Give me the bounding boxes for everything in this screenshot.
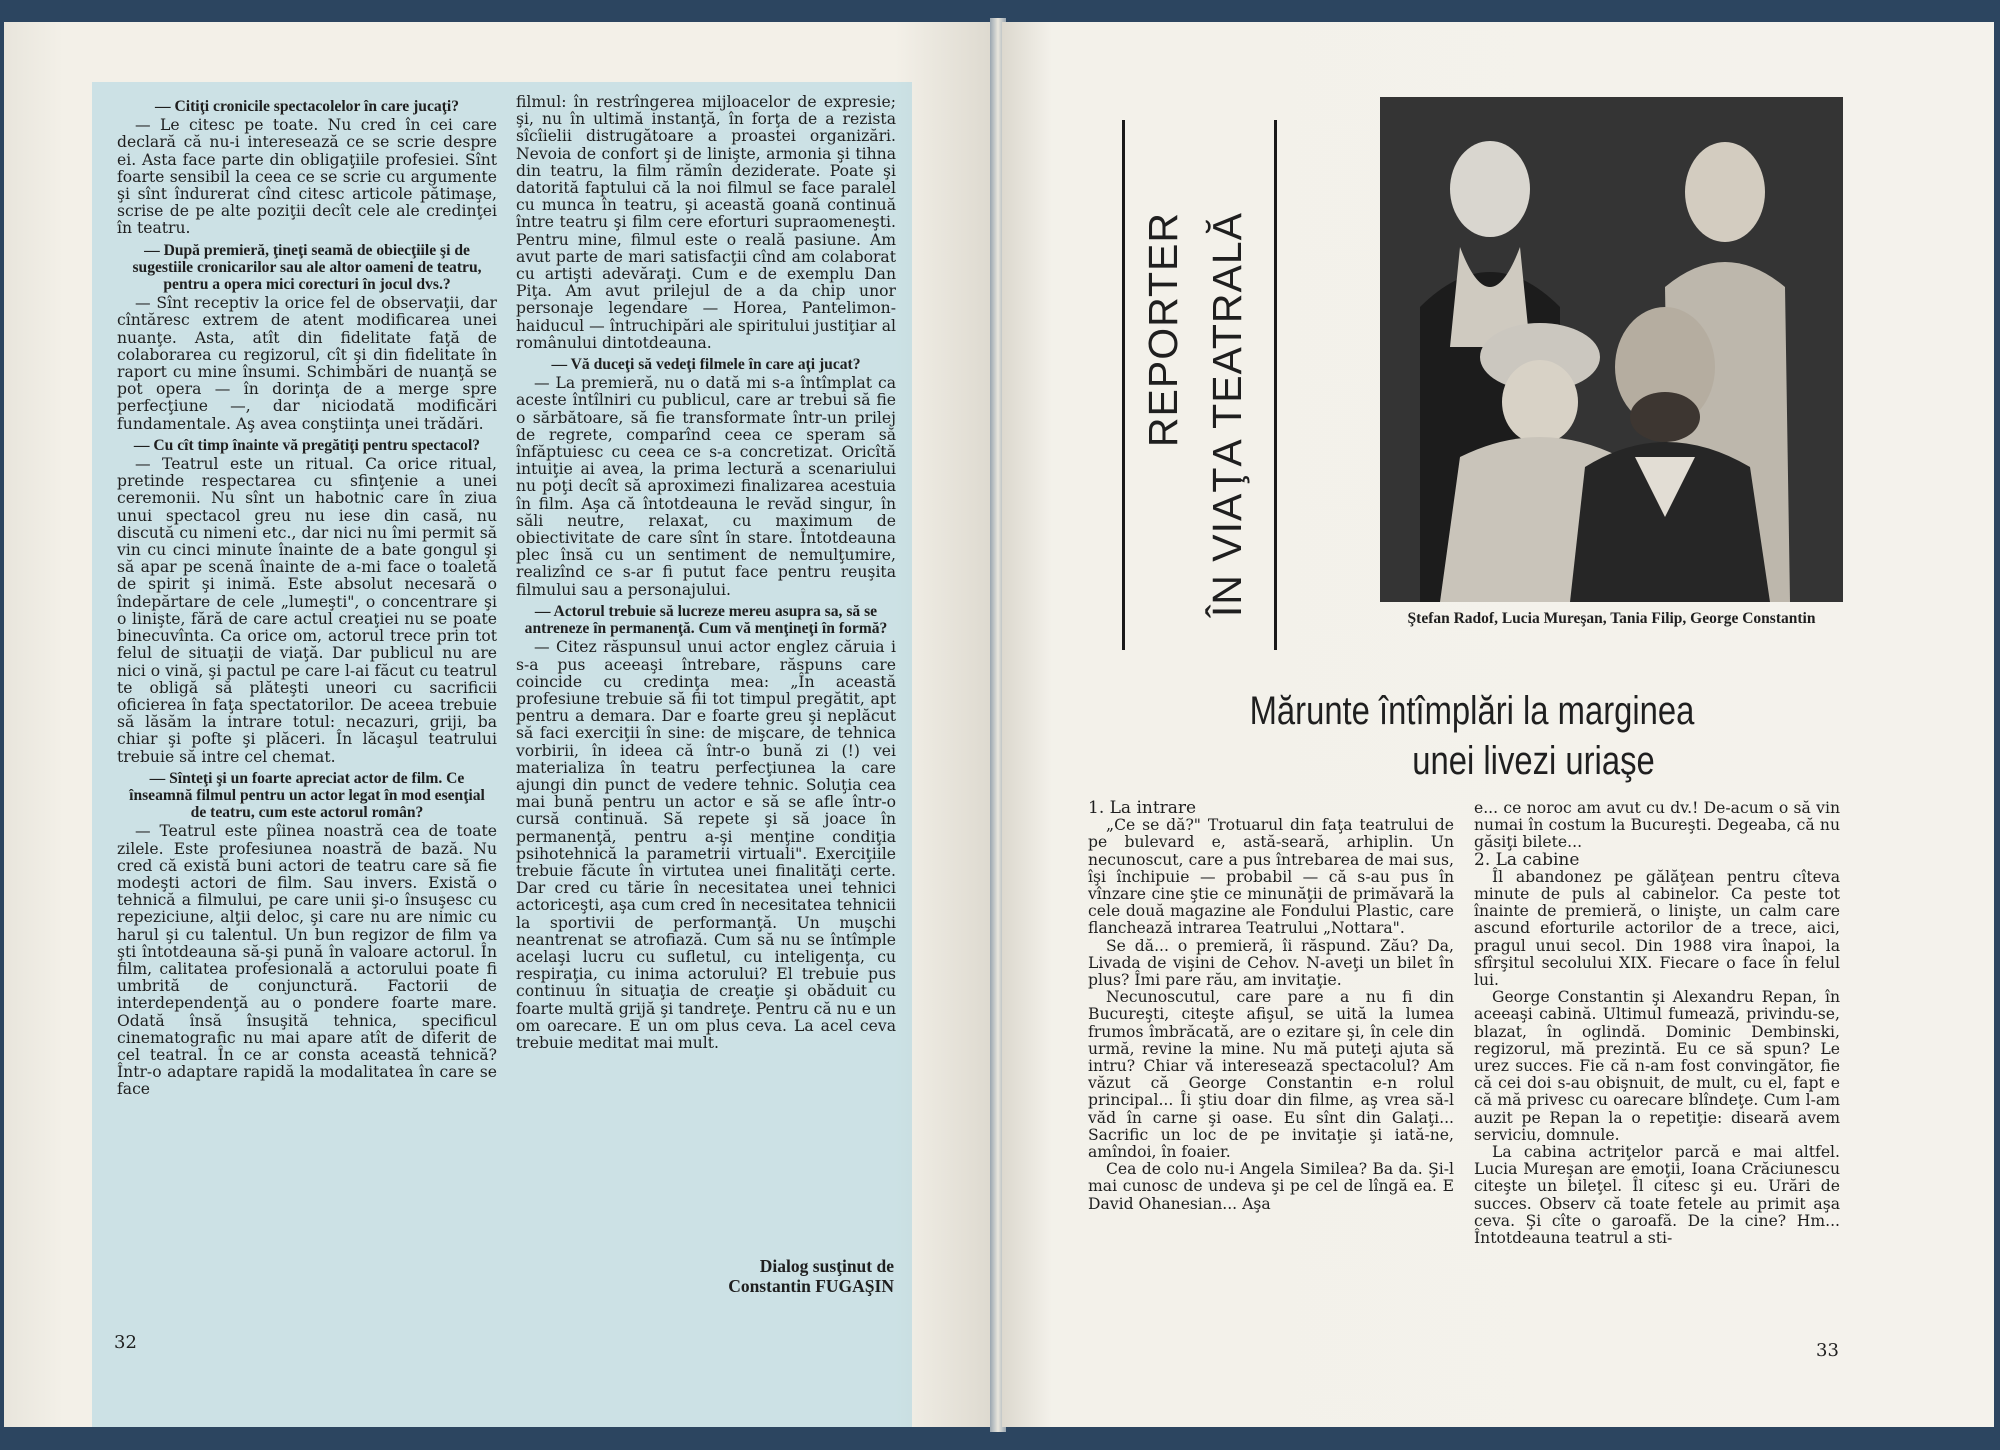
signature-line-1: Dialog susţinut de [759, 1256, 894, 1276]
paragraph: — La premieră, nu o dată mi s-a întîmplat ca aceste întîlniri cu publicul, care ar trebui să fie o sărbătoare, să fie transformate într-un prilej de regrete, comparînd ceea ce speram să înfăptuiesc cu ceea ce s-a concretizat. Oricîtă intuiţie ai avea, la prima lectură a scenariului nu poţi decît să aproximezi finalizarea acestuia în film. Aşa că întotdeauna le revăd singur, în săli neutre, relaxat, cu maximum de obiectivitate de care sînt în stare. Întotdeauna plec însă cu un sentiment de nemulţumire, realizînd ce s-ar fi putut face pentru reuşita filmului sau a personajului. [516, 374, 896, 599]
cast-photo-image [1380, 97, 1843, 602]
rubric-rule-right [1274, 120, 1277, 650]
page-number-right: 33 [1816, 1340, 1839, 1361]
interview-question: — Actorul trebuie să lucreze mereu asupra sa, să se antreneze în permanenţă. Cum vă menţineţi în formă? [524, 602, 888, 638]
paragraph: — Sînt receptiv la orice fel de observaţii, dar cîntăresc extrem de atent modificarea unei nuanţe. Asta, atît din fidelitate faţă de colaborarea cu regizorul, cît şi din fidelitate în raport cu mine însumi. Schimbări de nuanţă se pot opera — în dorinţa de a merge spre perfecţiune —, dar niciodată modificări fundamentale. Aş avea conştiinţa unei trădări. [117, 294, 497, 433]
section-heading: 1. La intrare [1088, 798, 1197, 818]
paragraph: Se dă... o premieră, îi răspund. Zău? Da, Livada de vişini de Cehov. N-aveţi un bilet în plus? Îmi pare rău, am invitaţie. [1088, 936, 1454, 990]
paragraph: — Citez răspunsul unui actor englez căruia i s-a pus aceeaşi întrebare, răspuns care coincide cu credinţa mea: „În această profesiune trebuie să fii tot timpul pregătit, apt pentru a demara. Dar e foarte greu şi neplăcut să faci exerciţii în sine: de mişcare, de tehnica vorbirii, în ideea că într-o bună zi (!) vei materializa în teatru perfecţiunea la care ajungi din punct de vedere tehnic. Soluţia cea mai bună pentru un actor e să se afle într-o cursă continuă. Să repete şi să joace în permanenţă, pentru a-şi menţine condiţia psihotehnică la parametrii virtuali". Exerciţiile trebuie făcute în virtutea unei finalităţi certe. Dar cred cu tărie în necesitatea unei tehnici actoriceşti, aşa cum cred în necesitatea tehnicii la sportivii de performanţă. Un muşchi neantrenat se atrofiază. Cum să nu se întîmple acelaşi lucru cu sufletul, cu inteligenţa, cu respiraţia, cu inima actorului? El trebuie pus continuu în situaţia de creaţie şi obăduit cu foarte multă grijă şi tandreţe. Pentru că nu e un om oarecare. E un om plus ceva. La acel ceva trebuie meditat mai mult. [516, 638, 896, 1052]
paragraph: Îl abandonez pe gălăţean pentru cîteva minute de puls al cabinelor. Ca peste tot înainte de premieră, o linişte, un calm care ascund eforturile actorilor de a trece, aici, pragul unui secol. Din 1988 vira înapoi, la sfîrşitul secolului XIX. Fiecare o face în felul lui. [1474, 867, 1840, 990]
paragraph: filmul: în restrîngerea mijloacelor de expresie; şi, nu în ultimă instanţă, în forţa de a rezista sîcîielii distrugătoare a proastei organizări. Nevoia de confort şi de linişte, armonia şi tihna din teatru, la film rămîn deziderate. Poate şi datorită faptului că la noi filmul se face paralel cu munca în teatru, şi această goană continuă între teatru şi film cere eforturi supraomeneşti. Pentru mine, filmul este o reală pasiune. Am avut parte de mari satisfacţii cînd am colaborat cu artişti adevăraţi. Cum e de exemplu Dan Piţa. Am avut prilejul de a da chip unor personaje legendare — Horea, Pantelimon-haiducul — întruchipări ale spiritului justiţiar al românului dintotdeauna. [516, 93, 896, 352]
rubric-rule-left [1122, 120, 1125, 650]
photo-caption: Ştefan Radof, Lucia Mureşan, Tania Filip, George Constantin [1407, 610, 1816, 627]
paragraph: Cea de colo nu-i Angela Similea? Ba da. Şi-l mai cunosc de undeva şi pe cel de lîngă ea. E David Ohanesian... Aşa [1088, 1160, 1454, 1213]
left-page [4, 22, 994, 1427]
right-column-1 [1088, 800, 1454, 1213]
headline-line-1: Mărunte întîmplări la marginea [1249, 689, 1695, 733]
left-column-1 [117, 94, 497, 1099]
signature [564, 1256, 894, 1296]
left-column-2 [516, 94, 896, 1052]
paragraph: George Constantin şi Alexandru Repan, în aceeaşi cabină. Ultimul fumează, privindu-se, blazat, în oglindă. Dominic Dembinski, regizorul, mă prezintă. Eu ce să spun? Le urez succes. Fie că n-am fost convingător, fie că cei doi s-au obişnuit, de mult, cu el, fapt e că mă privesc cu oarecare blîndeţe. Cum l-am auzit pe Repan la o repetiţie: diseară avem serviciu, domnule. [1474, 988, 1840, 1144]
paragraph: — Teatrul este pîinea noastră cea de toate zilele. Este profesiunea noastră de bază. Nu cred că există buni actori de teatru care să fie modeşti actori de film. Sau invers. Există o tehnică a filmului, pe care unii şi-o însuşesc cu repeziciune, alţii deloc, şi care nu are nimic cu harul şi cu talentul. Un bun regizor de film va şti întotdeauna să-şi pună în valoare actorul. În film, calitatea profesională a actorului poate fi umbrită de conjunctură. Factorii de interdependenţă au o pondere foarte mare. Odată însă însuşită tehnica, specificul cinematografic nu mai apare atît de diferit de cel teatral. În ce ar consta această tehnică? Într-o adaptare rapidă la modalitatea în care se face [117, 822, 497, 1099]
interview-question: — Citiţi cronicile spectacolelor în care jucaţi? [154, 98, 459, 115]
interview-question: — Cu cît timp înainte vă pregătiţi pentru spectacol? [133, 436, 481, 454]
page-number-left: 32 [114, 1332, 137, 1353]
headline-line-2: unei livezi uriaşe [1412, 739, 1655, 783]
right-page [1002, 22, 1994, 1427]
paragraph: Necunoscutul, care pare a nu fi din Bucureşti, citeşte afişul, se uită la lumea frumos îmbrăcată, are o ezitare şi, în cele din urmă, revine la mine. Nu mă puteţi ajuta să intru? Chiar vă interesează spectacolul? Am văzut că George Constantin e-n rolul principal... Îi ştiu doar din filme, aş vrea să-l văd în carne şi oase. Eu sînt din Galaţi... Sacrific un loc de pe invitaţie şi iată-ne, amîndoi, în foaier. [1088, 988, 1454, 1162]
signature-line-2: Constantin FUGAŞIN [728, 1276, 894, 1296]
rubric-line-2: ÎN VIAŢA TEATRALĂ [1204, 212, 1250, 618]
article-headline [1185, 686, 1759, 786]
cast-photo [1380, 97, 1843, 602]
paragraph: „Ce se dă?" Trotuarul din faţa teatrului de pe bulevard e, astă-seară, arhiplin. Un necunoscut, care a pus întrebarea de mai sus, îşi închipuie — probabil — că s-au pus în vînzare cine ştie ce minunăţii de primăvară la cele două magazine ale Fondului Plastic, care flanchează intrarea Teatrului „Nottara". [1088, 816, 1454, 938]
rubric-line-1: REPORTER [1140, 212, 1186, 448]
paragraph: La cabina actriţelor parcă e mai altfel. Lucia Mureşan are emoţii, Ioana Crăciunescu citeşte un bileţel. Îl citesc şi eu. Urări de succes. Observ că toate fetele au primit aşa ceva. Şi cîte o garoafă. De la cine? Hm... Întotdeauna teatrul a sti- [1474, 1143, 1840, 1248]
right-column-2 [1474, 800, 1840, 1247]
paragraph: e... ce noroc am avut cu dv.! De-acum o să vin numai în costum la Bucureşti. Degeaba, că nu găsiţi bilete... [1474, 799, 1840, 852]
section-heading: 2. La cabine [1474, 849, 1580, 870]
interview-question: — După premieră, ţineţi seamă de obiecţiile şi de sugestiile cronicarilor sau ale altor oameni de teatru, pentru a opera mici corecturi în jocul dvs.? [132, 241, 482, 294]
paragraph: — Le citesc pe toate. Nu cred în cei care declară că nu-i interesează ce se scrie despre ei. Asta face parte din obligaţiile profesiei. Sînt foarte sensibil la ceea ce se scrie cu argumente şi sînt îndurerat cînd citesc articole pătimaşe, scrise de pe alte poziţii decît cele ale credinţei în teatru. [117, 116, 497, 238]
paragraph: — Teatrul este un ritual. Ca orice ritual, pretinde respectarea cu sfinţenie a unei ceremonii. Nu sînt un habotnic care în ziua unui spectacol greu nu iese din casă, nu discută cu nimeni etc., dar nici nu îmi permit să vin cu cinci minute înainte de a bate gongul şi să apar pe scenă înainte de a-mi face o toaletă de spirit şi inimă. Este absolut necesară o îndepărtare de cele „lumeşti", o concentrare şi o linişte, fără de care actul creaţiei nu se poate binecuvînta. Ca orice om, actorul trece prin tot felul de situaţii de viaţă. Dar publicul nu are nici o vină, şi pactul pe care l-ai făcut cu teatrul te obligă să plăteşti uneori cu sacrificii oficierea în faţa spectatorilor. De aceea trebuie să lăsăm la intrare totul: necazuri, griji, ba chiar şi pofte şi plăceri. În lăcaşul teatrului trebuie să intre cel chemat. [117, 455, 497, 766]
interview-question: — Sînteţi şi un foarte apreciat actor de film. Ce înseamnă filmul pentru un actor legat în mod esenţial de teatru, cum este actorul român? [129, 769, 485, 822]
interview-question: — Vă duceţi să vedeţi filmele în care aţi jucat? [551, 356, 861, 374]
